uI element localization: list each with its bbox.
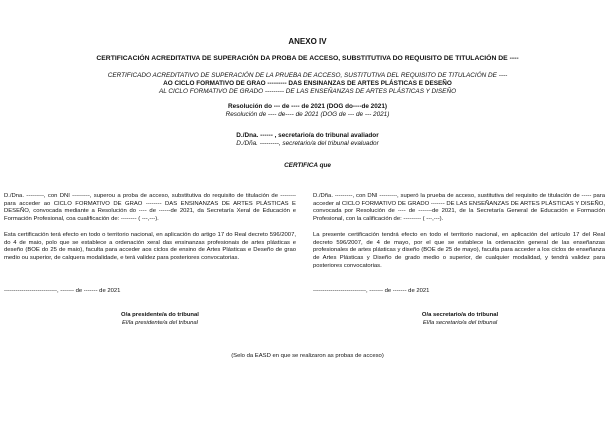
- resolution-es: Resolución de ---- de---- de 2021 (DOG de --- de --- 2021): [225, 111, 390, 118]
- signer-gl: D./Dna. ------ , secretario/a do tribunal avaliador: [236, 132, 379, 139]
- stamp-note: (Selo da EASD en que se realizaron as probas de acceso): [231, 353, 384, 359]
- right-paragraph-2: La presente certificación tendrá efecto en todo el territorio nacional, en aplicación del artículo 17 del Real decreto 596/2007, de 4 de mayo, por el que se establece la ordenación general de las enseñanzas profesionales de artes plásticas y diseño (BOE de 25 de mayo), faculta para acceder a los ciclos de enseñanza de Artes Plásticas y Diseño de grado medio o superior, de cualquier modalidad, y tendrá validez para posteriores convocatorias.: [313, 231, 605, 269]
- resolution-gl: Resolución do --- de ---- de 2021 (DOG do----de 2021): [227, 103, 388, 110]
- title-es-line-1: CERTIFICADO ACREDITATIVO DE SUPERACIÓN DE LA PRUEBA DE ACCESO, SUSTITUTIVA DEL REQUISITO DE TITULACIÓN DE ----: [107, 72, 508, 79]
- left-signature-es: El/la presidente/a del tribunal: [122, 319, 198, 326]
- left-date-line: ---------------------------, ------- de ------- de 2021: [4, 288, 121, 294]
- right-column: [313, 193, 605, 270]
- left-paragraph-1: D./Dna. ---------, con DNI ---------, superou a proba de acceso, substitutiva do requisito de titulación de -------- para acceder ao CICLO FORMATIVO DE GRAO -------- DAS ENSINANZAS DE ARTES PLÁSTICAS E DESEÑO, convocada mediante a Resolución do ---- de ------de 2021, da Secretaría Xeral de Educación e Formación Profesional, coa cualificación de: -------- ( ---,---).: [4, 193, 296, 223]
- right-paragraph-1: D./Dña. ---------, con DNI ---------, superó la prueba de acceso, sustitutiva del requisito de titulación de ----- para acceder al CICLO FORMATIVO DE GRADO ------- DE LAS ENSEÑANZAS DE ARTES PLÁSTICAS Y DISEÑO, convocada por Resolución de ---- de -------de 2021, de la Secretaría General de Educación e Formación Profesional, con la calificación de: --------- ( ---,---).: [313, 193, 605, 223]
- certifies-label: CERTIFICA que: [284, 162, 331, 169]
- left-signature-block: [60, 312, 260, 327]
- title-es-line-2: AO CICLO FORMATIVO DE GRAO --------- DAS ENSINANZAS DE ARTES PLÁSTICAS E DESEÑO: [163, 80, 452, 87]
- right-signature-gl: O/a secretario/a do tribunal: [421, 312, 499, 318]
- left-column: [4, 193, 296, 263]
- annex-heading: ANEXO IV: [288, 37, 327, 46]
- document-title: CERTIFICACIÓN ACREDITATIVA DE SUPERACIÓN DA PROBA DE ACCESO, SUBSTITUTIVA DO REQUISITO DE TITULACIÓN DE ----: [96, 55, 519, 62]
- left-signature-gl: O/a presidente/a do tribunal: [121, 312, 199, 318]
- title-es-line-3: AL CICLO FORMATIVO DE GRADO --------- DE LAS ENSEÑANZAS DE ARTES PLÁSTICAS Y DISEÑO: [158, 88, 457, 95]
- left-paragraph-2: Esta certificación terá efecto en todo o territorio nacional, en aplicación do artigo 17 do Real decreto 596/2007, do 4 de maio, polo que se establece a ordenación xeral das ensinanzas profesionais de artes plásticas e deseño (BOE do 25 de maio), faculta para acceder aos ciclos de ensino de Artes Plásticas e Deseño de grao medio ou superior, de calquera modalidade, e terá validez para posteriores convocatorias.: [4, 231, 296, 261]
- signer-es: D./Dña. ---------, secretario/a del tribunal evaluador: [236, 140, 379, 147]
- right-signature-block: [360, 312, 560, 327]
- right-date-line: ---------------------------, ------- de ------- de 2021: [313, 288, 430, 294]
- right-signature-es: El/la secretario/a del tribunal: [422, 319, 498, 326]
